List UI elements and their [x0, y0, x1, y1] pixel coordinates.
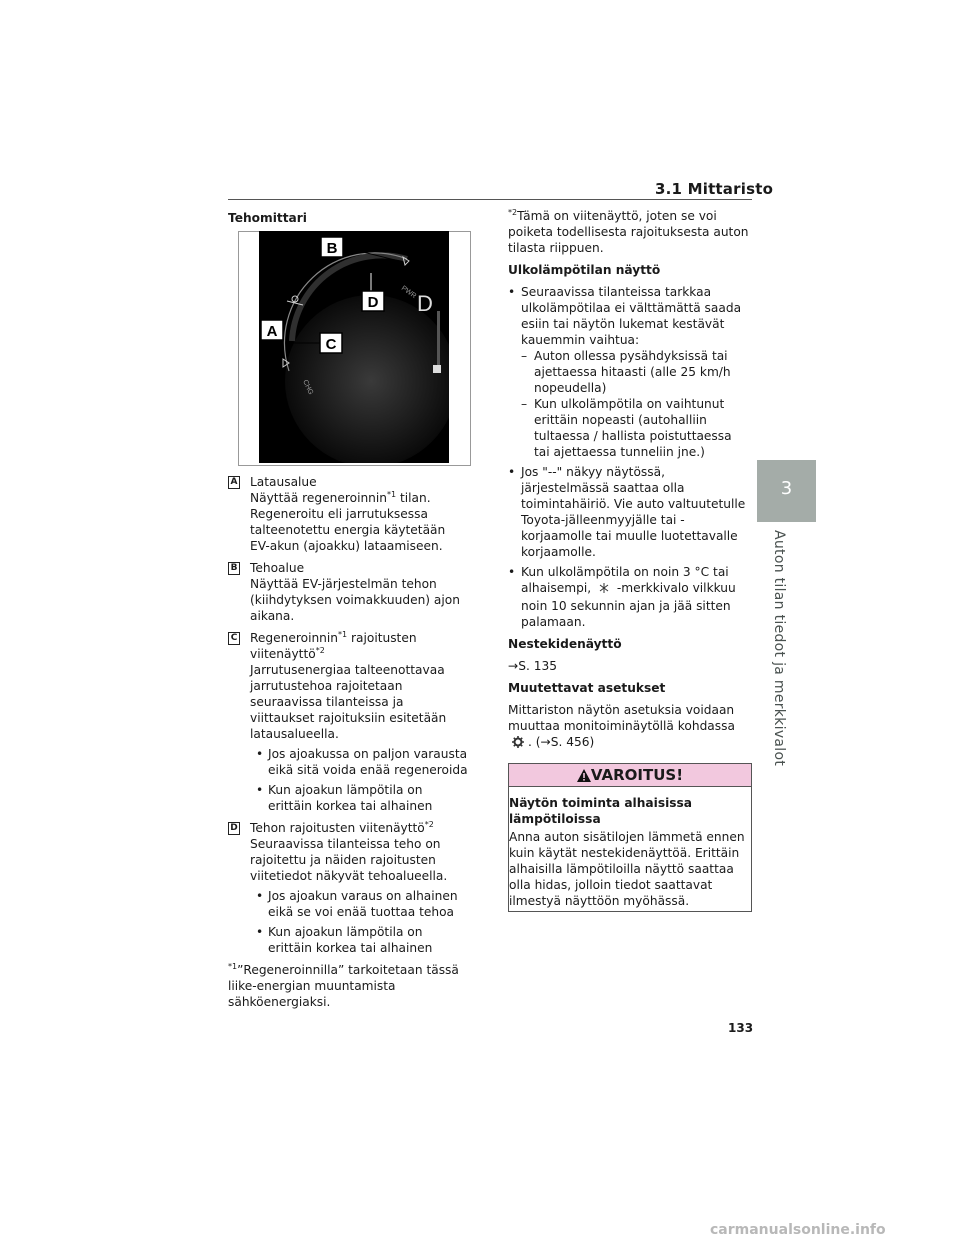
- footnote-ref: *2: [424, 819, 434, 829]
- right-column: [508, 208, 750, 758]
- item-a: [228, 474, 468, 554]
- item-body: Regeneroitu eli jarrutuksessa talteenotettu energia käytetään EV-akun (ajoakku) lataamiseen.: [250, 507, 446, 553]
- settings-heading: Muutettavat asetukset: [508, 681, 666, 695]
- item-letter: D: [228, 822, 240, 835]
- label-c: C: [325, 336, 337, 353]
- item-body: Jarrutusenergiaa talteenottavaa jarrutustehoa rajoitetaan seuraavissa tilanteissa ja viittaukset rajoituksiin esitetään latausalueella.: [250, 663, 447, 741]
- item-body: Näyttää EV-järjestelmän tehon (kiihdytyksen voimakkuuden) ajon aikana.: [250, 577, 460, 623]
- outside-temp-bullet-2: • Jos "--" näkyy näytössä, järjestelmässä saattaa olla toimintahäiriö. Vie auto valtuutetulle Toyota-jälleenmyyjälle tai -korjaamolle tai muulle luotettavalle korjaamolle.: [508, 464, 750, 560]
- dash-item: – Auton ollessa pysähdyksissä tai ajettaessa hitaasti (alle 25 km/h nopeudella): [521, 348, 750, 396]
- footnote-ref: *1: [338, 629, 348, 639]
- item-title: Regeneroinnin: [250, 631, 339, 645]
- item-letter: C: [228, 632, 240, 645]
- item-bullet: • Jos ajoakussa on paljon varausta eikä sitä voida enää regeneroida: [256, 746, 468, 778]
- settings-body: [508, 702, 750, 752]
- dash-item: – Kun ulkolämpötila on vaihtunut erittäin nopeasti (autohalliin tultaessa / hallista poistuttaessa tai ajettaessa tunneliin jne.): [521, 396, 750, 460]
- item-body: Seuraavissa tilanteissa teho on rajoitettu ja näiden rajoitusten viitetiedot näkyvät tehoalueella.: [250, 837, 448, 883]
- warning-subheading: Näytön toiminta alhaisissa lämpötiloissa: [509, 796, 692, 826]
- bullet-text: -merkkivalo vilkkuu noin 10 sekunnin ajan ja jää sitten palamaan.: [521, 581, 736, 629]
- gauge-dial: [285, 295, 449, 463]
- coolant-heading: Nestekidenäyttö: [508, 637, 622, 651]
- footnote-1: [228, 962, 468, 1010]
- item-title: rajoitusten: [347, 631, 417, 645]
- footnote-text: ”Regeneroinnilla” tarkoitetaan tässä liike-energian muuntamista sähköenergiaksi.: [228, 963, 459, 1009]
- outside-temp-bullet-3: [508, 564, 750, 630]
- gear-indicator: D: [417, 291, 433, 316]
- power-meter-svg: [259, 231, 449, 463]
- footnote-2: [508, 208, 750, 256]
- item-letter: A: [228, 476, 240, 489]
- power-meter-heading: Tehomittari: [228, 211, 307, 225]
- label-a: A: [266, 323, 278, 340]
- watermark: carmanualsonline.info: [710, 1222, 886, 1238]
- item-text: tilan.: [396, 491, 431, 505]
- outside-temp-bullet-1: [508, 284, 750, 460]
- warning-icon: [577, 766, 591, 788]
- outside-temp-heading: Ulkolämpötilan näyttö: [508, 263, 661, 277]
- item-b: [228, 560, 468, 624]
- fuel-bar: [437, 311, 440, 367]
- bullet-text: Kun ulkolämpötila on noin 3 °C tai alhaisempi,: [521, 565, 729, 595]
- coolant-reference[interactable]: →S. 135: [508, 659, 557, 673]
- label-b: B: [326, 240, 338, 257]
- section-title: 3.1 Mittaristo: [655, 180, 774, 198]
- warning-header: [509, 764, 751, 787]
- item-title: Tehon rajoitusten viitenäyttö: [250, 821, 425, 835]
- left-column: [228, 474, 468, 1016]
- chg-label: CHG: [301, 378, 315, 396]
- item-bullet: • Kun ajoakun lämpötila on erittäin korkea tai alhainen: [256, 924, 468, 956]
- settings-reference[interactable]: . (→S. 456): [528, 735, 595, 749]
- footnote-ref: *1: [387, 489, 397, 499]
- pwr-label: PWR: [399, 284, 418, 301]
- item-title: Latausalue: [250, 475, 317, 489]
- item-bullet: • Kun ajoakun lämpötila on erittäin korkea tai alhainen: [256, 782, 468, 814]
- page-number: 133: [728, 1021, 754, 1035]
- warning-text: Anna auton sisätilojen lämmetä ennen kuin käytät nestekidenäyttöä. Erittäin alhaisilla lämpötiloilla näyttö saattaa olla hidas, jolloin tiedot saattavat ilmestyä näyttöön myöhässä.: [509, 830, 745, 908]
- warning-box: [508, 763, 752, 912]
- footnote-marker: *1: [228, 961, 238, 971]
- item-c: [228, 630, 468, 814]
- item-text: Näyttää regeneroinnin: [250, 491, 388, 505]
- warning-content: [509, 795, 745, 909]
- item-bullet: • Jos ajoakun varaus on alhainen eikä se voi enää tuottaa tehoa: [256, 888, 468, 920]
- item-d: [228, 820, 468, 956]
- bullet-text: • Seuraavissa tilanteissa tarkkaa ulkolämpötilaa ei välttämättä saada esiin tai näytön lukemat kestävät kauemmin vaihtua:: [521, 285, 742, 347]
- fuel-icon: [433, 365, 441, 373]
- item-title: viitenäyttö: [250, 647, 316, 661]
- item-title: Tehoalue: [250, 561, 305, 575]
- label-d: D: [367, 294, 379, 311]
- gear-icon: [512, 736, 524, 752]
- item-letter: B: [228, 562, 240, 575]
- warning-title: VAROITUS!: [590, 766, 684, 784]
- chapter-title: Auton tilan tiedot ja merkkivalot: [771, 530, 787, 767]
- ice-warning-icon: [597, 582, 611, 598]
- footnote-text: Tämä on viitenäyttö, joten se voi poiketa todellisesta rajoituksesta auton tilasta riippuen.: [508, 209, 749, 255]
- footnote-ref: *2: [315, 645, 325, 655]
- power-meter-illustration: [259, 231, 449, 463]
- footnote-marker: *2: [508, 207, 518, 217]
- chapter-number: 3: [780, 478, 793, 499]
- header-divider: [228, 199, 752, 200]
- settings-text: Mittariston näytön asetuksia voidaan muuttaa monitoiminäytöllä kohdassa: [508, 703, 735, 733]
